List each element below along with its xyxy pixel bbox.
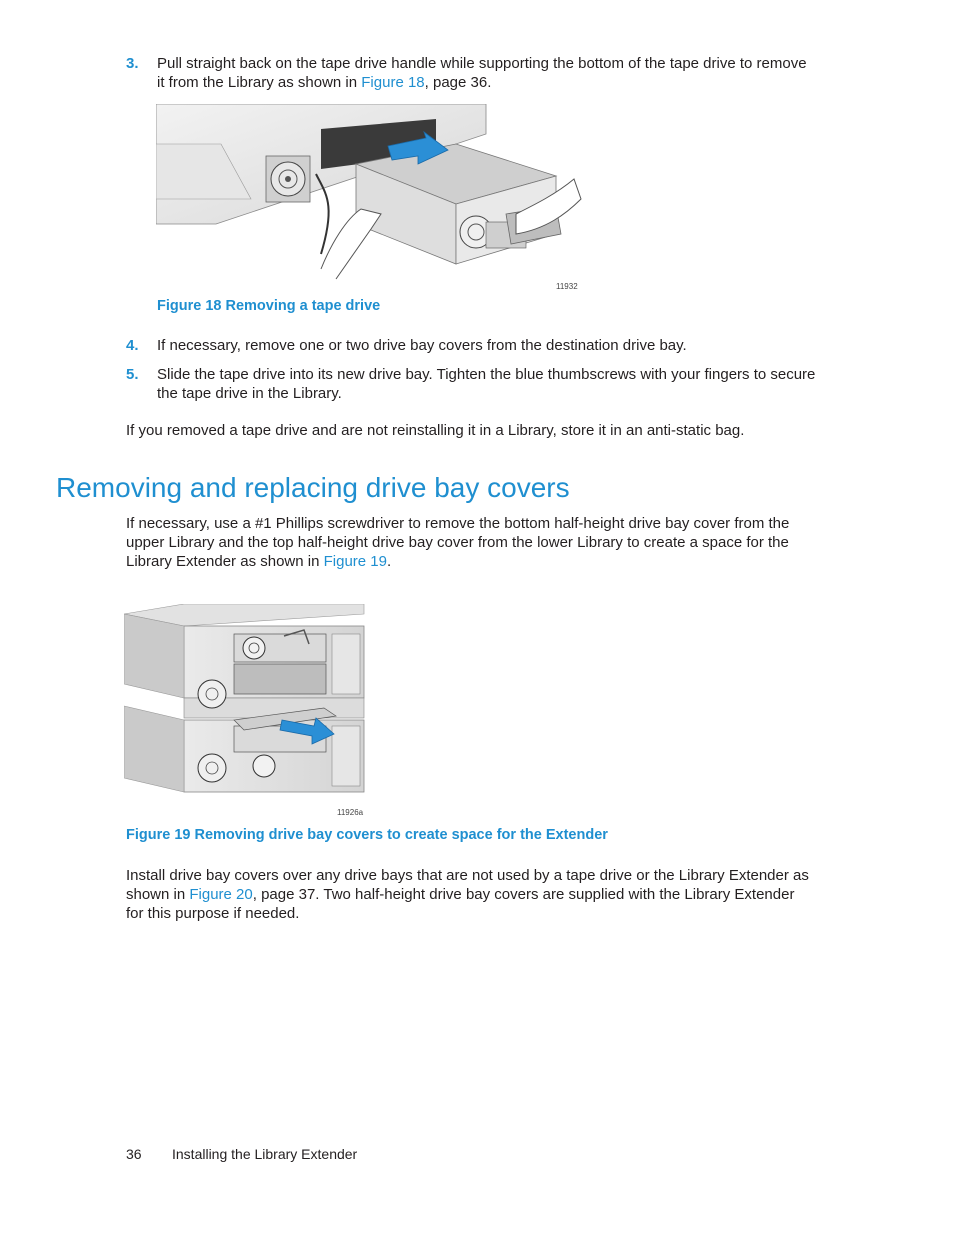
install-paragraph: Install drive bay covers over any drive bays that are not used by a tape drive or the Library Extender as shown in Figure 20, page 37. Two half-height drive bay covers are supplied with the Library Extender for this purpose if needed. (126, 867, 809, 922)
figure-20-link[interactable]: Figure 20 (189, 886, 253, 903)
step-text: Slide the tape drive into its new drive bay. Tighten the blue thumbscrews with your fingers to secure the tape drive in the Library. (157, 366, 816, 402)
figure-19-caption: Figure 19 Removing drive bay covers to create space for the Extender (126, 827, 608, 843)
figure-18-caption: Figure 18 Removing a tape drive (157, 298, 381, 314)
step-text: If necessary, remove one or two drive bay covers from the destination drive bay. (157, 337, 687, 354)
footer-page-number: 36 (126, 1146, 142, 1162)
step-text: Pull straight back on the tape drive handle while supporting the bottom of the tape drive to remove it from the Library as shown in Figure 18, page 36. (157, 55, 807, 91)
antistatic-paragraph: If you removed a tape drive and are not reinstalling it in a Library, store it in an anti-static bag. (126, 422, 745, 439)
figure-19-image-id: 11926a (337, 808, 364, 817)
figure-18-link[interactable]: Figure 18 (361, 74, 425, 91)
section-heading: Removing and replacing drive bay covers (56, 472, 570, 503)
figure-18-illustration (156, 104, 586, 294)
step-number: 5. (126, 366, 139, 383)
figure-19-link[interactable]: Figure 19 (323, 553, 387, 570)
screwdriver-paragraph: If necessary, use a #1 Phillips screwdriver to remove the bottom half-height drive bay cover from the upper Library and the top half-height drive bay cover from the lower Library to create a space for the Library Extender as shown in Figure 19. (126, 515, 790, 570)
step-number: 3. (126, 55, 139, 72)
step-number: 4. (126, 337, 139, 354)
footer-section-title: Installing the Library Extender (172, 1146, 358, 1162)
figure-18-image-id: 11932 (556, 282, 578, 291)
figure-19-illustration (124, 604, 369, 798)
